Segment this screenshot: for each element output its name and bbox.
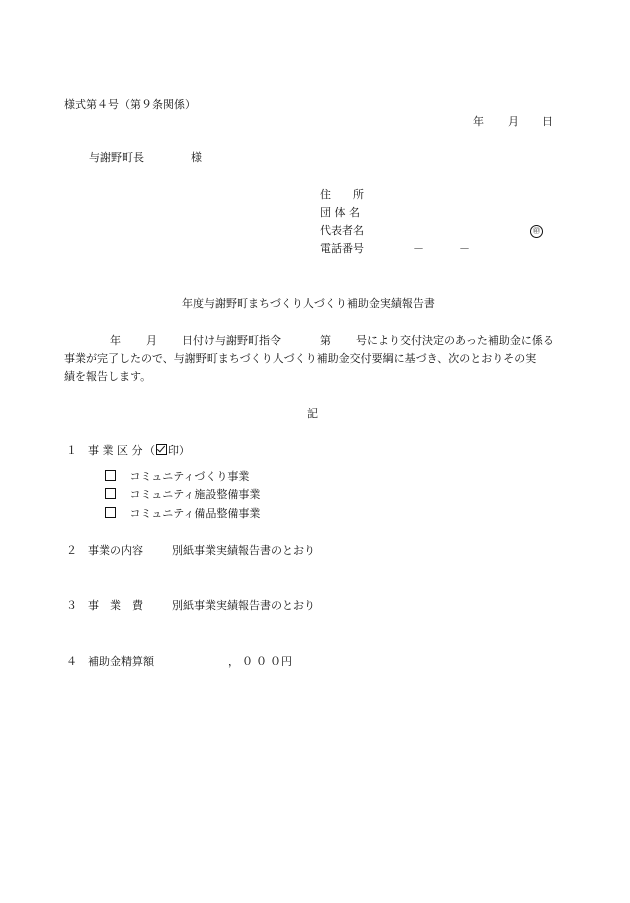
section3-label: 事 業 費 <box>88 599 143 612</box>
section1-label: 事 業 区 分 <box>88 444 143 457</box>
phone-label: 電話番号 <box>320 242 364 255</box>
section1-mark-note <box>144 444 190 457</box>
mark-text: 印） <box>168 444 190 457</box>
option-label: コミュニティ備品整備事業 <box>129 507 261 520</box>
section4-amount: ，０００ <box>228 655 284 668</box>
section2-value: 別紙事業実績報告書のとおり <box>172 544 315 557</box>
date-year-label: 年 <box>473 115 484 128</box>
mark-open-paren: （ <box>144 444 155 457</box>
document-title: 年度与謝野町まちづくり人づくり補助金実績報告書 <box>182 297 435 310</box>
section4-label: 補助金精算額 <box>88 655 154 668</box>
phone-separator-2: － <box>459 242 470 255</box>
body-day-text: 日付け与謝野町指令 <box>182 334 281 347</box>
option-community-equipment[interactable] <box>105 507 260 520</box>
section2-label: 事業の内容 <box>88 544 143 557</box>
date-month-label: 月 <box>508 115 519 128</box>
checkmark-box-icon <box>156 444 167 455</box>
seal-mark: ㊞ <box>530 225 543 238</box>
option-community-facility[interactable] <box>105 488 260 501</box>
ki-label: 記 <box>307 407 318 420</box>
phone-separator-1: － <box>413 242 424 255</box>
section1-number: １ <box>66 444 77 457</box>
body-year: 年 <box>110 334 121 347</box>
date-day-label: 日 <box>542 115 553 128</box>
checkbox-icon[interactable] <box>105 488 116 499</box>
section4-number: ４ <box>66 655 77 668</box>
section4-unit: 円 <box>281 655 292 668</box>
addressee-honorific: 様 <box>191 151 202 164</box>
option-label: コミュニティ施設整備事業 <box>129 488 261 501</box>
checkbox-icon[interactable] <box>105 507 116 518</box>
body-month: 月 <box>146 334 157 347</box>
checkbox-icon[interactable] <box>105 470 116 481</box>
section3-number: ３ <box>66 599 77 612</box>
body-line2: 事業が完了したので、与謝野町まちづくり人づくり補助金交付要綱に基づき、次のとおりその実 <box>64 352 537 365</box>
form-number: 様式第４号（第９条関係） <box>64 98 196 111</box>
section3-value: 別紙事業実績報告書のとおり <box>172 599 315 612</box>
body-line1-rest: 号により交付決定のあった補助金に係る <box>356 334 554 347</box>
address-label: 住 所 <box>320 188 364 201</box>
section2-number: ２ <box>66 544 77 557</box>
representative-label: 代表者名 <box>320 224 364 237</box>
addressee-name: 与謝野町長 <box>89 151 144 164</box>
option-community-building[interactable] <box>105 470 249 483</box>
option-label: コミュニティづくり事業 <box>129 470 250 483</box>
body-dai: 第 <box>320 334 331 347</box>
seal-icon <box>530 223 543 238</box>
group-name-label: 団 体 名 <box>320 206 360 219</box>
body-line3: 績を報告します。 <box>64 370 152 383</box>
